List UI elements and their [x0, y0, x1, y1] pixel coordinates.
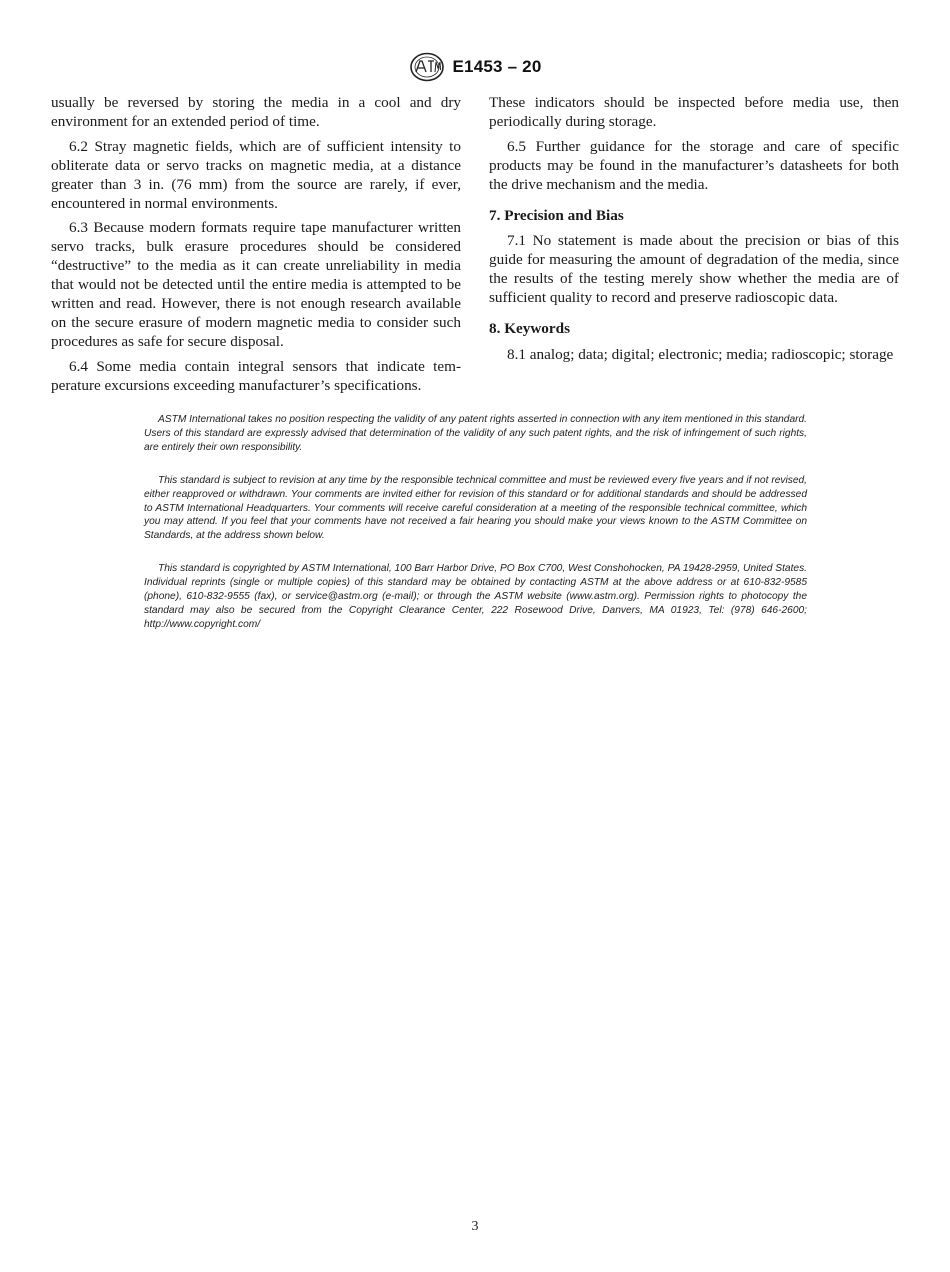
copyright-notice: This standard is copyrighted by ASTM International, 100 Barr Harbor Drive, PO Box C700, West Conshohocken, PA 19428-2959, United States. Individual reprints (single or multiple copies) of this standard may be obtained by contacting ASTM at the above address or at 610-832-9585 (phone), 610-832-9555 (fax), or service@astm.org (e-mail); or through the ASTM website (www.astm.org). Permission rights to photocopy the standard may also be secured from the Copyright Clearance Center, 222 Rosewood Drive, Danvers, MA 01923, Tel: (978) 646-2600; http://www.copyright.com/ — [144, 563, 807, 630]
section-heading-keywords: 8. Keywords — [489, 320, 570, 338]
paragraph-6-5: 6.5 Further guidance for the storage and care of specific products may be found in the manufacturer’s datasheets for both the drive mechanism and the media. — [489, 137, 899, 193]
revision-notice: This standard is subject to revision at any time by the responsible technical committee and must be reviewed every five years and if not revised, either reapproved or withdrawn. Your comments are invited either for revision of this standard or for additional standards and should be addressed to ASTM International Headquarters. Your comments will receive careful consideration at a meeting of the responsible technical committee, which you may attend. If you feel that your comments have not received a fair hearing you should make your views known to the ASTM Committee on Standards, at the address shown below. — [144, 474, 807, 542]
page-header — [0, 52, 950, 82]
paragraph-continued: usually be reversed by storing the media in a cool and dry environment for an extended period of time. — [51, 94, 461, 130]
patent-notice: ASTM International takes no position respecting the validity of any patent rights asserted in connection with any item mentioned in this standard. Users of this standard are expressly advised that determination of the validity of any such patent rights, and the risk of infringement of such rights, are entirely their own responsibility. — [144, 414, 807, 453]
page-number: 3 — [471, 1219, 479, 1234]
right-column — [489, 94, 899, 371]
paragraph-continued: These indicators should be inspected before media use, then periodically during storage. — [489, 94, 899, 130]
paragraph-6-3: 6.3 Because modern formats require tape manufacturer written servo tracks, bulk erasure procedures should be considered “destructive” to the media as it can create unreliability in media that would not be detected until the entire media is attempted to be written and read. However, there is not enough research available on the secure erasure of modern magnetic media to consider such procedures as safe for secure disposal. — [51, 219, 461, 350]
paragraph-7-1: 7.1 No statement is made about the precision or bias of this guide for measuring the amount of degradation of the media, since the results of the testing merely show whether the media are of sufficient quality to record and preserve radioscopic data. — [489, 232, 899, 307]
legal-notices — [144, 413, 807, 651]
paragraph-8-1: 8.1 analog; data; digital; electronic; media; radioscopic; storage — [507, 345, 894, 363]
standard-designation: E1453 – 20 — [452, 57, 542, 76]
paragraph-6-4: 6.4 Some media contain integral sensors that indicate temperature excursions exceeding manufacturer’s specifications. — [51, 357, 461, 394]
left-column — [51, 94, 461, 402]
paragraph-6-2: 6.2 Stray magnetic fields, which are of sufficient intensity to obliterate data or servo tracks on magnetic media, at a distance greater than 3 in. (76 mm) from the source are rarely, if ever, encountered in normal environments. — [51, 137, 461, 212]
astm-logo-icon — [409, 52, 445, 82]
section-heading-precision-bias: 7. Precision and Bias — [489, 206, 624, 224]
